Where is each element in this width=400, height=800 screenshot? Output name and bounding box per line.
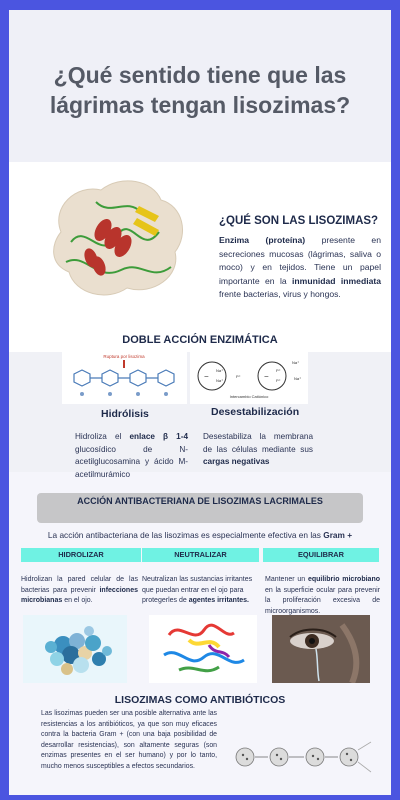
tear-eye-photo xyxy=(272,615,370,683)
col-neutralizar-text: Neutralizan las sustancias irritantes que puedan entrar en el ojo para protegerles de agentes irritantes. xyxy=(142,576,253,604)
svg-text:P⁺: P⁺ xyxy=(236,374,241,379)
svg-text:−: − xyxy=(264,372,269,381)
svg-text:P⁺: P⁺ xyxy=(276,368,281,373)
what-heading: ¿QUÉ SON LAS LISOZIMAS? xyxy=(219,215,379,227)
desest-title: Desestabilización xyxy=(211,406,300,418)
anti-heading: ACCIÓN ANTIBACTERIANA DE LISOZIMAS LACRIMALES xyxy=(77,496,323,506)
svg-text:P⁺: P⁺ xyxy=(276,378,281,383)
bacteria-cluster-image xyxy=(23,615,127,683)
tab-hidrolizar: HIDROLIZAR xyxy=(21,548,141,562)
svg-text:Na⁺: Na⁺ xyxy=(216,378,224,383)
infographic-page xyxy=(9,10,391,795)
what-text: Enzima (proteína) presente en secreciones mucosas (lágrimas, saliva o moco) y en tejidos. Tiene un papel importante en la inmunidad inmediata frente bacterias, virus y hongos. xyxy=(219,235,382,299)
anti-intro: La acción antibacteriana de las lisozimas es especialmente efectiva en las Gram + xyxy=(47,530,353,540)
hidrolisis-text: Hidroliza el enlace β 1-4 glucosídico de N-acetilglucosamina y ácido M-acetilmurámico xyxy=(75,432,188,479)
cation-exchange-diagram xyxy=(190,352,308,404)
col-equilibrar-text: Mantener un equilibrio microbiano en la superficie ocular para prevenir la proliferación excesiva de microorganismos. xyxy=(265,576,380,615)
tab-equilibrar: EQUILIBRAR xyxy=(263,548,379,562)
svg-text:−: − xyxy=(204,372,209,381)
protein-ribbon-image xyxy=(149,615,257,683)
page-title: ¿Qué sentido tiene que las lágrimas tengan lisozimas? xyxy=(49,62,351,118)
svg-text:Na⁺: Na⁺ xyxy=(294,376,302,381)
svg-text:Na⁺: Na⁺ xyxy=(216,368,224,373)
hidrolisis-img-label: Ruptura por lisozima xyxy=(103,354,145,359)
antibio-heading: LISOZIMAS COMO ANTIBIÓTICOS xyxy=(114,694,286,706)
doble-heading: DOBLE ACCIÓN ENZIMÁTICA xyxy=(122,334,278,346)
svg-text:Na⁺: Na⁺ xyxy=(292,360,300,365)
desest-img-label: Intercambio Catiónico xyxy=(229,394,269,399)
bacteria-lysis-diagram xyxy=(231,732,381,782)
desest-text: Desestabiliza la membrana de las células mediante sus cargas negativas xyxy=(203,432,313,466)
peptidoglycan-diagram xyxy=(62,352,187,404)
lysozyme-protein-image xyxy=(41,172,191,304)
hidrolisis-title: Hidrólisis xyxy=(101,408,149,420)
col-hidrolizar-text: Hidrolizan la pared celular de las bacterias para prevenir infecciones microbianas en el ojo. xyxy=(21,576,138,604)
antibio-text: Las lisozimas pueden ser una posible alternativa ante las resistencias a los antibióticos, ya que son muy eficaces contra la bacteria Gram + (con una baja posibilidad de desarrollar resistencias), son altamente seguras (son enzimas presentes en el ser humano) y por lo tanto, mucho menos susceptibles a efectos secundarios. xyxy=(41,710,217,770)
tab-neutralizar: NEUTRALIZAR xyxy=(142,548,259,562)
